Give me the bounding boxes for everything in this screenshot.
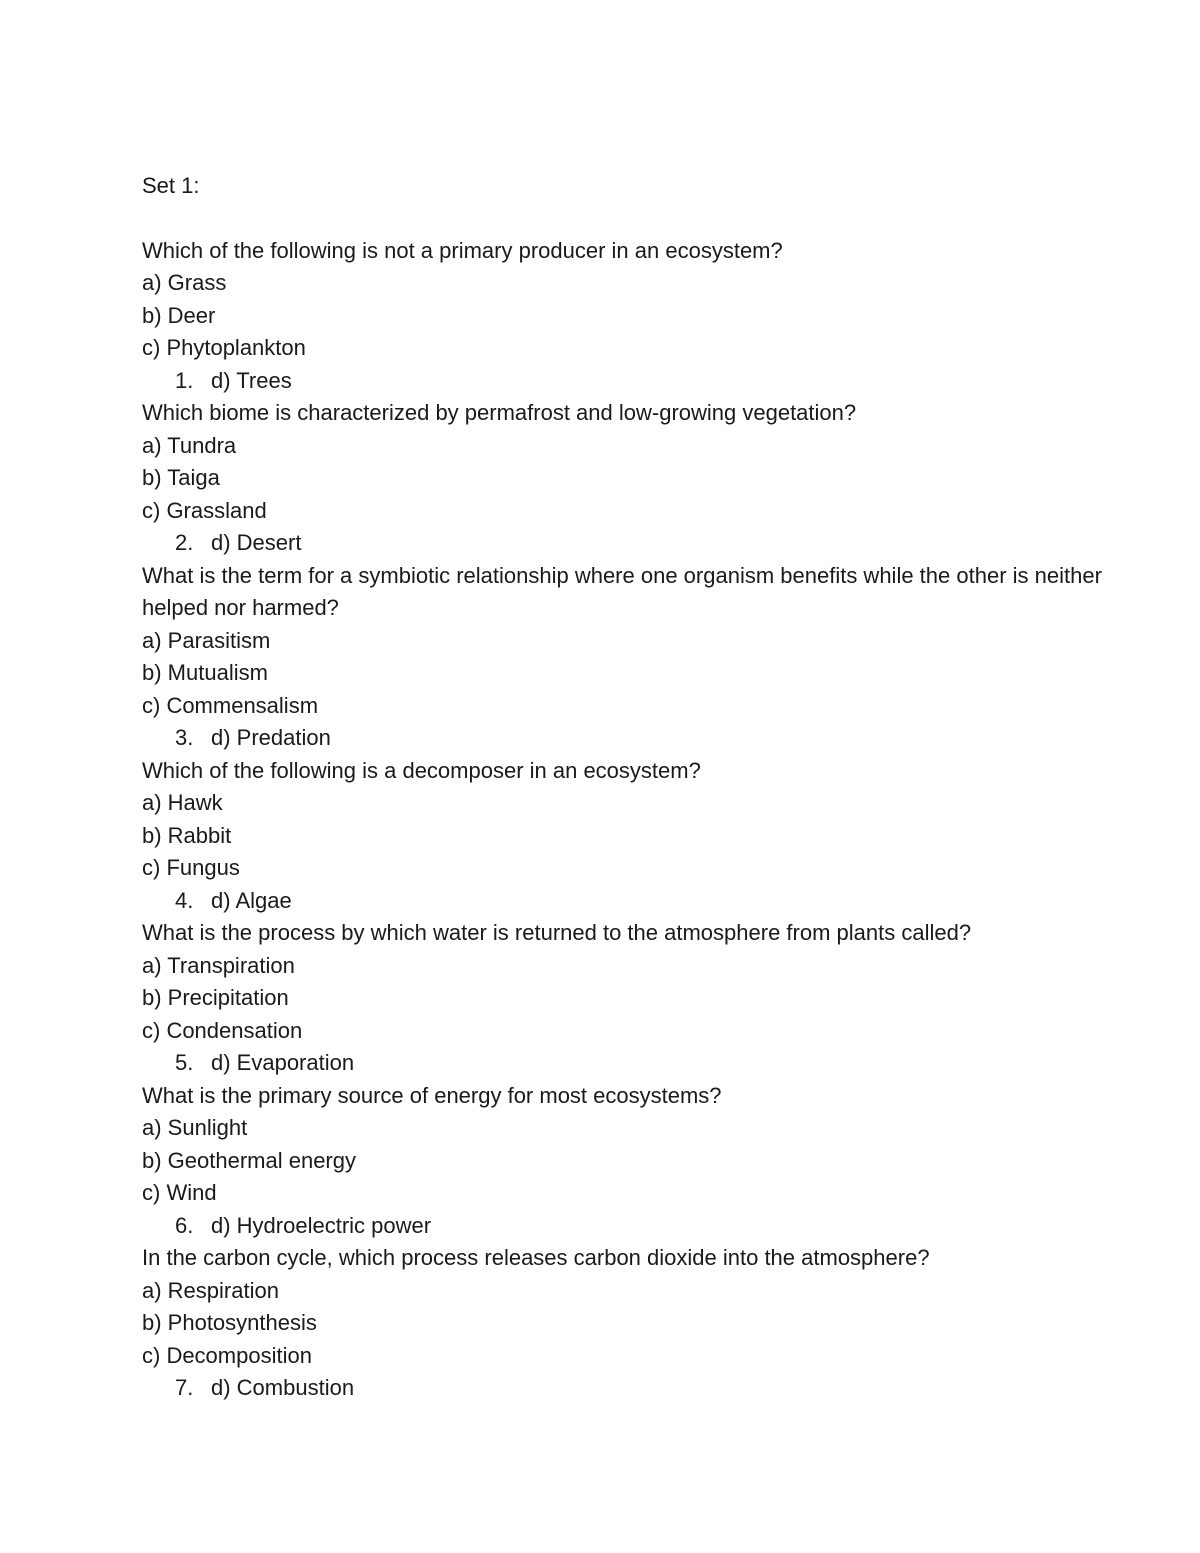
option-d-row [142,885,1102,918]
option-b: b) Taiga [142,465,220,490]
question-3 [142,560,1102,755]
question-5 [142,917,1102,1080]
option-d: d) Algae [211,887,292,913]
option-d: d) Hydroelectric power [211,1212,432,1238]
option-b: b) Rabbit [142,822,232,848]
option-c: c) Grassland [142,497,267,523]
question-4 [142,755,1102,918]
option-c: c) Fungus [142,855,240,880]
set-title: Set 1: [142,173,200,198]
option-a: a) Hawk [142,790,223,815]
question-number: 5. [175,1050,194,1075]
question-1 [142,235,1102,398]
option-d-row [142,365,1102,398]
option-a: a) Parasitism [142,627,271,653]
question-text: What is the term for a symbiotic relationship where one organism benefits while the other is neither helped nor harmed? [142,562,1102,620]
option-d-row [142,1372,1102,1405]
option-b: b) Precipitation [142,985,289,1010]
question-2 [142,397,1102,560]
option-b: b) Geothermal energy [142,1147,356,1173]
option-c: c) Commensalism [142,692,319,718]
option-d-row [142,722,1102,755]
option-c: c) Decomposition [142,1342,312,1368]
option-d-row [142,527,1102,560]
option-d-row [142,1047,1102,1080]
option-a: a) Grass [142,270,227,295]
option-d: d) Evaporation [211,1050,355,1075]
question-number: 7. [175,1375,194,1400]
question-text: Which of the following is a decomposer in an ecosystem? [142,757,701,783]
option-c: c) Wind [142,1180,217,1205]
option-d: d) Combustion [211,1375,355,1400]
question-text: Which biome is characterized by permafrost and low-growing vegetation? [142,400,857,425]
option-a: a) Tundra [142,432,237,458]
question-number: 6. [175,1212,194,1238]
question-number: 4. [175,887,194,913]
question-text: What is the primary source of energy for most ecosystems? [142,1082,722,1108]
option-a: a) Respiration [142,1277,279,1303]
document-body [142,170,1102,1405]
question-text: What is the process by which water is returned to the atmosphere from plants called? [142,920,972,945]
question-text: In the carbon cycle, which process releases carbon dioxide into the atmosphere? [142,1245,930,1270]
option-b: b) Mutualism [142,660,268,685]
option-a: a) Sunlight [142,1115,248,1140]
option-b: b) Photosynthesis [142,1310,317,1335]
option-a: a) Transpiration [142,952,295,978]
question-6 [142,1080,1102,1243]
question-7 [142,1242,1102,1405]
option-d: d) Desert [211,530,302,555]
question-number: 2. [175,530,194,555]
option-b: b) Deer [142,302,216,328]
option-c: c) Phytoplankton [142,335,306,360]
option-d: d) Predation [211,725,331,750]
question-number: 3. [175,725,194,750]
question-text: Which of the following is not a primary producer in an ecosystem? [142,237,783,263]
option-d: d) Trees [211,367,292,393]
option-d-row [142,1210,1102,1243]
question-number: 1. [175,367,194,393]
option-c: c) Condensation [142,1017,303,1043]
